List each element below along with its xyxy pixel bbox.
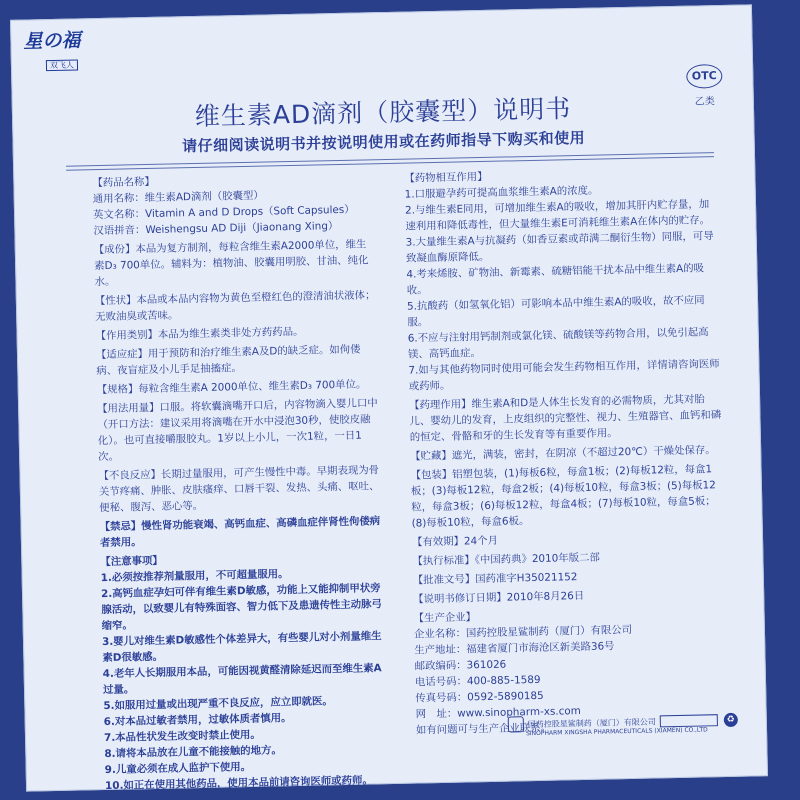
interaction-item: 5.抗酸药（如氢氧化铝）可影响本品中维生素A的吸收，故不应同服。	[406, 294, 705, 329]
mfr-value: www.sinopharm-xs.com	[457, 705, 581, 720]
code-box	[660, 714, 718, 727]
interaction-item: 4.考来烯胺、矿物油、新霉素、硫糖铝能干扰本品中维生素A的吸收。	[406, 262, 705, 297]
note-item: 9.儿童必须在成人监护下使用。	[104, 760, 252, 777]
note-item: 5.如服用过量或出现严重不良反应，应立即就医。	[103, 695, 333, 713]
storage-section: 【贮藏】遮光，满装，密封，在阴凉（不超过20℃）干燥处保存。	[410, 444, 716, 463]
otc-badge: OTC	[686, 64, 722, 89]
notes-section	[100, 548, 387, 794]
revision-section: 【说明书修订日期】2010年8月26日	[413, 589, 585, 606]
interaction-item: 6.不应与注射用钙制剂或氯化镁、硫酸镁等药物合用，以免引起高镁、高钙血症。	[407, 326, 709, 361]
generic-name: 通用名称：维生素AD滴剂（胶囊型）	[92, 189, 264, 206]
interaction-title: 【药物相互作用】	[404, 170, 488, 185]
footer-company-en: SINOPHARM XINGSHA PHARMACEUTICALS (XIAMEN) CO.,LTD	[525, 726, 708, 738]
note-item: 8.请将本品放在儿童不能接触的地方。	[104, 744, 282, 761]
english-name: 英文名称：Vitamin A and D Drops（Soft Capsules）	[92, 203, 355, 222]
interaction-item: 7.如与其他药物同时使用可能会发生药物相互作用，详情请咨询医师或药师。	[408, 358, 720, 393]
validity-section: 【有效期】24个月	[411, 534, 499, 549]
mfr-value: 国药控股星鲨制药（厦门）有限公司	[465, 623, 633, 640]
recycle-icon: ♻	[724, 713, 738, 727]
mfr-value: 0592-5890185	[467, 689, 544, 704]
manufacturer-title: 【生产企业】	[413, 611, 477, 625]
interaction-item: 3.大量维生素A与抗凝药（如香豆素或茚满二酮衍生物）同服，可导致凝血酶原降低。	[405, 230, 714, 265]
mfr-value: 400-885-1589	[466, 673, 541, 688]
mfr-key: 传真号码：	[415, 691, 468, 705]
mfr-key: 邮政编码：	[414, 659, 467, 673]
contraindication-section: 【禁忌】慢性肾功能衰竭、高钙血症、高磷血症伴肾性佝偻病者禁用。	[99, 515, 381, 550]
page-subtitle: 请仔细阅读说明书并按说明使用或在药师指导下购买和使用	[181, 128, 586, 156]
interaction-item: 1.口服避孕药可提高血浆维生素A的浓度。	[404, 184, 599, 201]
appearance-section: 【性状】本品或本品内容物为黄色至橙红色的澄清油状液体；无败油臭或苦味。	[94, 289, 376, 324]
interaction-item: 2.与维生素E同用，可增加维生素A的吸收，增加其肝内贮存量，加速利用和降低毒性，但大量维生素E可消耗维生素A在体内的贮存。	[404, 198, 711, 233]
indication-section: 【适应症】用于预防和治疗维生素A及D的缺乏症。如佝偻病、夜盲症及小儿手足抽搐症。	[95, 343, 361, 378]
usage-section: 【用法用量】口服。将软囊滴嘴开口后，内容物滴入婴儿口中（开口方法：建议采用将滴嘴在开水中浸泡30秒，使胶皮融化）。也可直接嚼服胶丸。1岁以上小儿，一次1粒，一日1次。	[97, 397, 378, 464]
mfr-key: 生产地址：	[414, 643, 467, 657]
left-column	[92, 169, 387, 797]
drug-name-label: 【药品名称】	[92, 175, 155, 190]
package-section: 【包装】铝塑包装，(1)每板6粒，每盒1板；(2)每板12粒，每盒1板；(3)每板12粒，每盒2板；(4)每板10粒，每盒3板；(5)每板12粒，每盒3板；(6)每板12粒，每盒4板；(7)每板10粒，每盒5板；(8)每板10粒，每盒6板。	[410, 463, 716, 530]
mfr-key: 电话号码：	[414, 675, 468, 689]
pinyin-name: 汉语拼音：Weishengsu AD Diji（Jiaonang Xing）	[93, 220, 339, 238]
note-item: 6.对本品过敏者禁用，过敏体质者慎用。	[103, 712, 292, 729]
note-item: 10.如正在使用其他药品，使用本品前请咨询医师或药师。	[104, 774, 373, 793]
note-item: 4.老年人长期服用本品，可能因视黄醛清除延迟而至维生素A过量。	[102, 662, 382, 697]
note-item: 7.本品性状发生改变时禁止使用。	[103, 728, 261, 745]
notes-title: 【注意事项】	[100, 554, 163, 569]
mfr-key: 企业名称：	[413, 627, 467, 641]
footer-brand	[508, 712, 738, 738]
note-item: 1.必须按推荐剂量服用，不可超量服用。	[100, 568, 289, 585]
logo-text: 星の福	[23, 29, 81, 53]
mfr-value: 361026	[466, 658, 507, 672]
brand-logo	[23, 25, 116, 71]
pharmacology-section: 【药理作用】维生素A和D是人体生长发育的必需物质，尤其对胎儿、婴幼儿的发育，上皮组织的完整性、视力、生殖器官、血钙和磷的恒定、骨骼和牙的生长发育等有重要作用。	[409, 393, 722, 444]
spec-section: 【规格】每粒含维生素A 2000单位、维生素D₃ 700单位。	[96, 378, 367, 397]
interaction-section	[404, 164, 721, 394]
adverse-section: 【不良反应】长期过量服用，可产生慢性中毒。早期表现为骨关节疼痛、肿胀、皮肤瘙痒、口唇干裂、发热、头痛、呕吐、便秘、腹泻、恶心等。	[98, 464, 380, 515]
footer-company: 国药控股星鲨制药（厦门）有限公司	[527, 716, 656, 729]
mfr-key: 网 址：	[415, 707, 458, 721]
composition-section: 【成份】本品为复方制剂，每粒含维生素A2000单位，维生素D₃ 700单位。辅料为：植物油、胶囊用明胶、甘油、纯化水。	[93, 238, 369, 289]
mfr-value: 福建省厦门市海沧区新美路36号	[466, 640, 615, 656]
approval-section: 【批准文号】国药准字H35021152	[412, 571, 578, 587]
logo-subtext: 双飞人	[46, 59, 78, 71]
right-column	[404, 164, 728, 741]
contact-note: 如有问题可与生产企业联系。	[415, 721, 552, 737]
note-item: 2.高钙血症孕妇可伴有维生素D敏感，功能上又能抑制甲状旁腺活动，以致婴儿有特殊面容、智力低下及患遗传性主动脉弓缩窄。	[100, 582, 382, 633]
company-mark-icon	[508, 716, 524, 732]
note-item: 3.婴儿对维生素D敏感性个体差异大，有些婴儿对小剂量维生素D很敏感。	[101, 630, 382, 665]
standard-section: 【执行标准】《中国药典》2010年版二部	[412, 551, 601, 568]
otc-class: 乙类	[694, 96, 715, 108]
page-title: 维生素AD滴剂（胶囊型）说明书	[194, 94, 572, 132]
leaflet-sheet	[10, 4, 768, 791]
category-section: 【作用类别】本品为维生素类非处方药药品。	[95, 325, 304, 343]
